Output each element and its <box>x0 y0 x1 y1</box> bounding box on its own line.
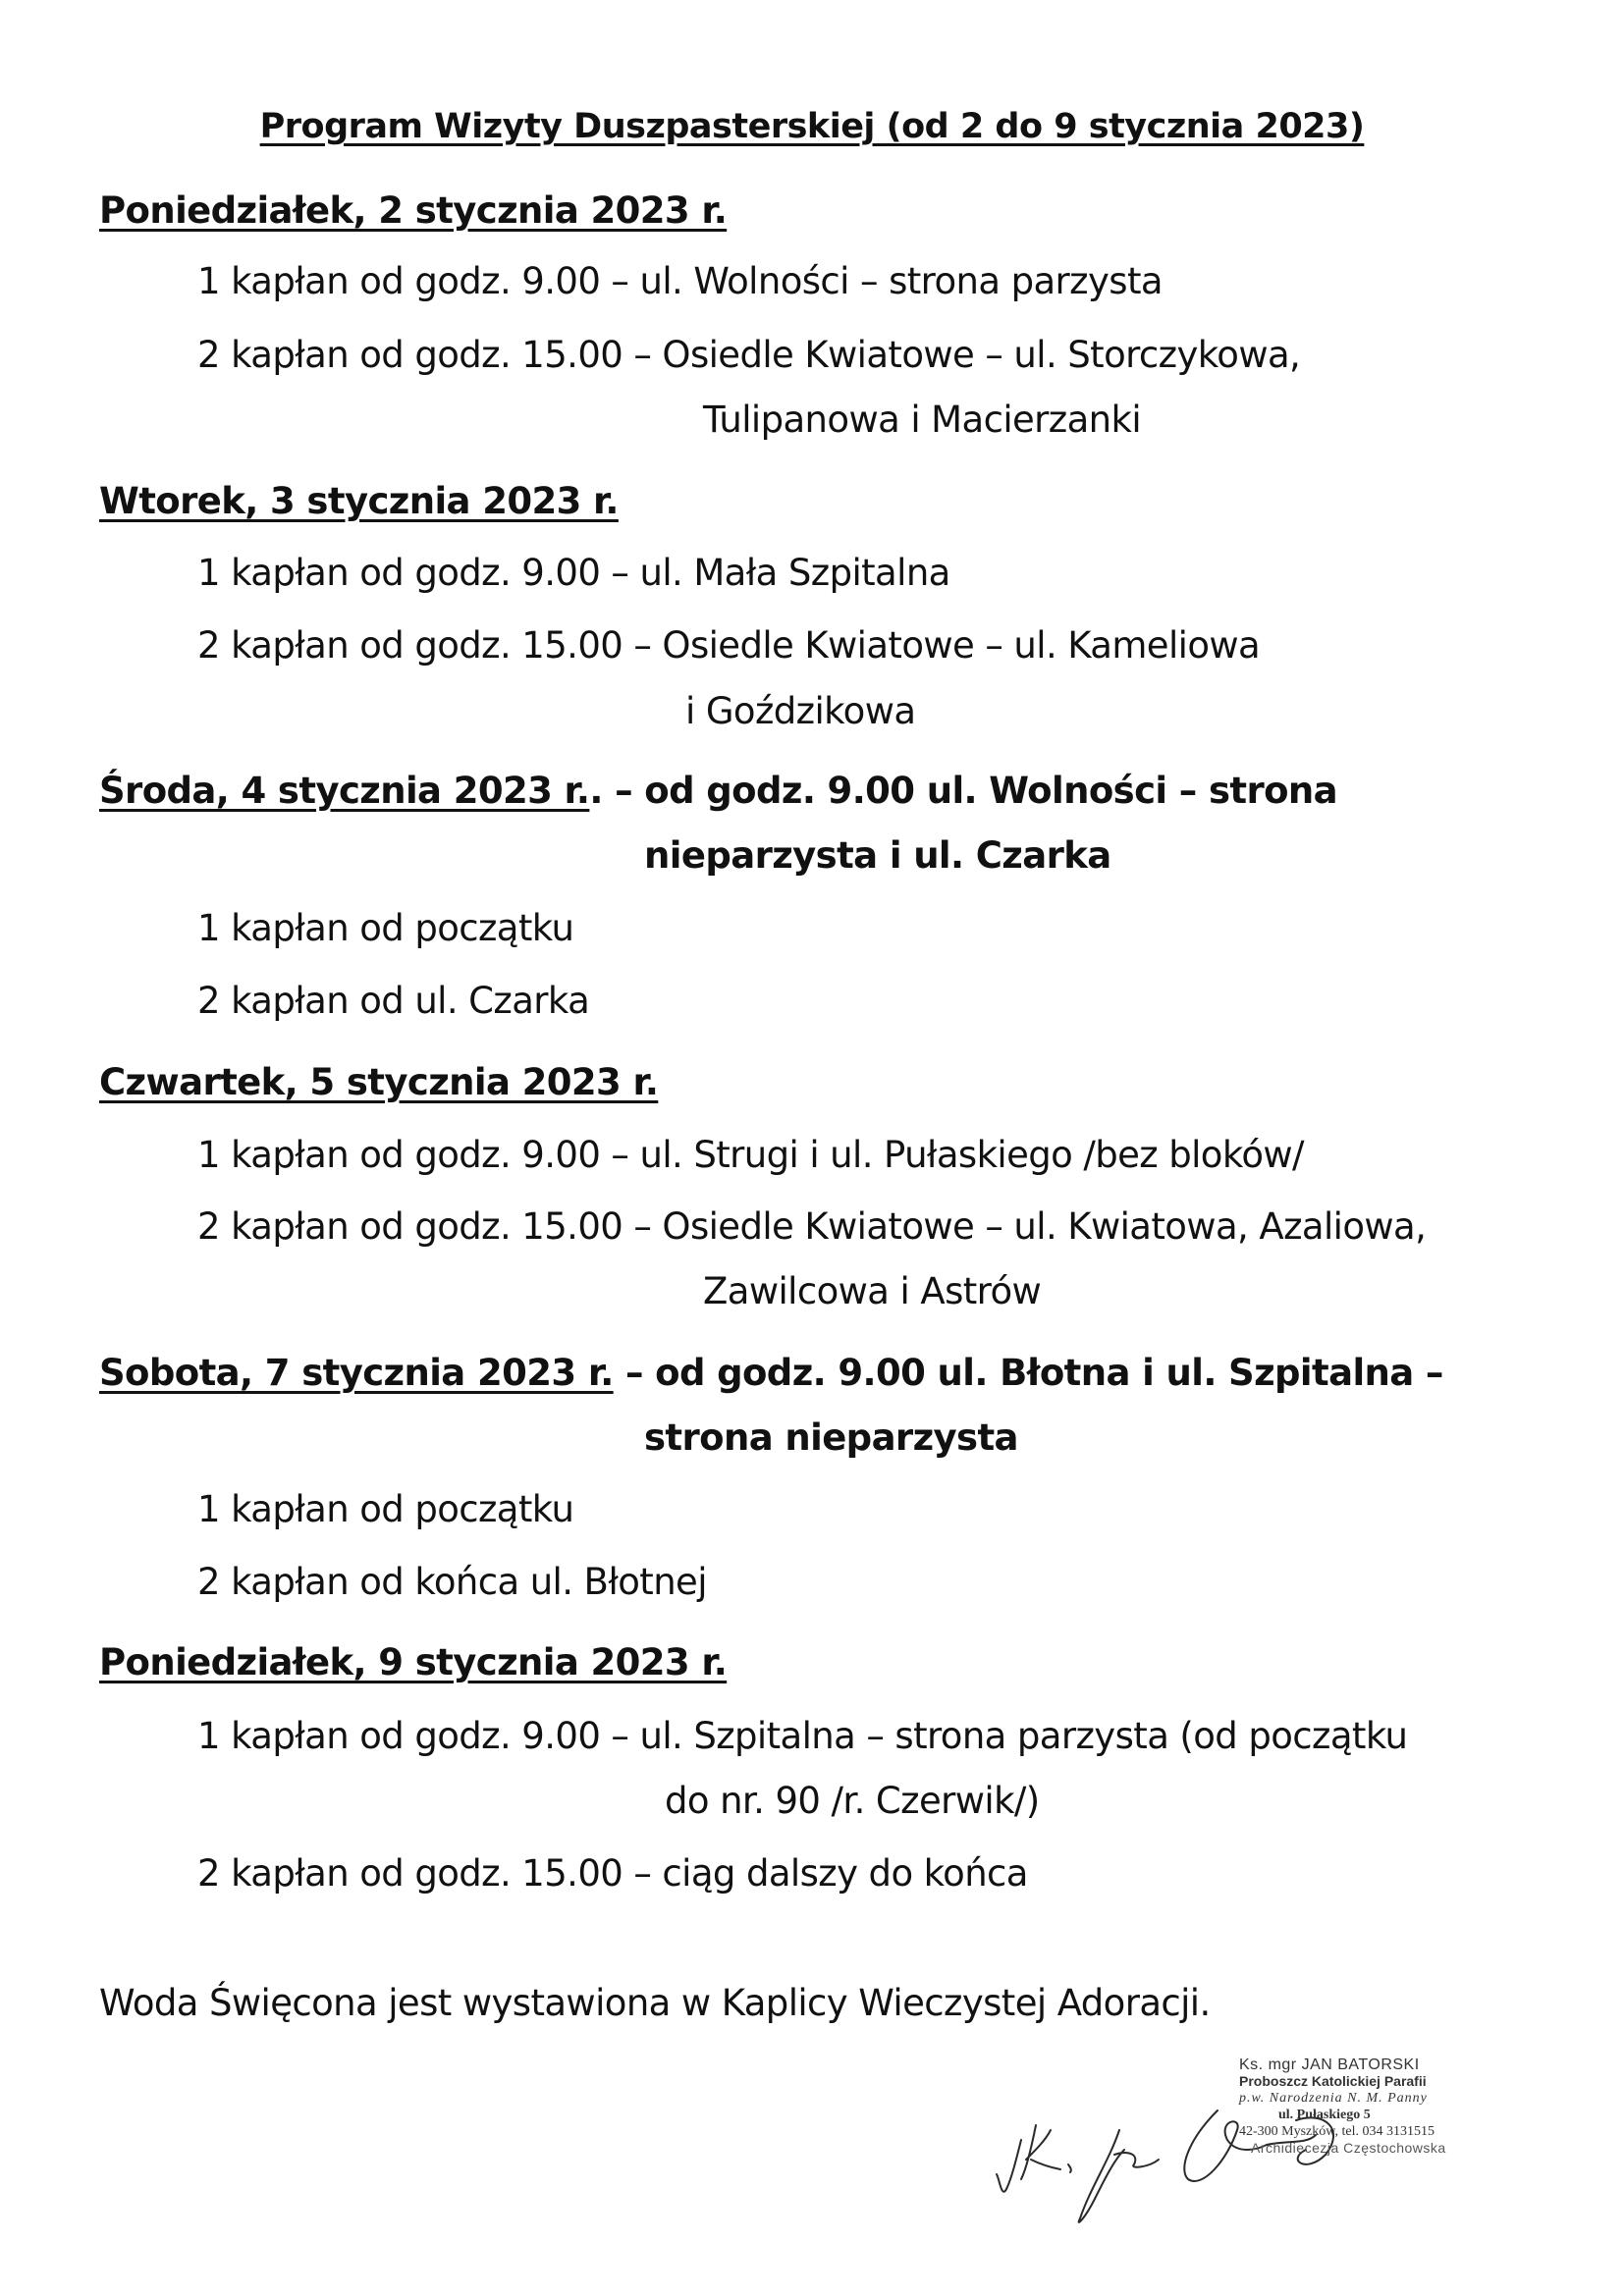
day-heading <box>99 1061 659 1103</box>
day-heading <box>99 480 619 522</box>
day-heading-text: Poniedziałek, 9 stycznia 2023 r. <box>99 1641 728 1683</box>
signature-stroke <box>997 2140 1021 2192</box>
day-heading-text: Czwartek, 5 stycznia 2023 r. <box>99 1061 659 1103</box>
stamp-line: Ks. mgr JAN BATORSKI <box>1239 2056 1420 2073</box>
schedule-line: 2 kapłan od godz. 15.00 – Osiedle Kwiatowe – ul. Kameliowa <box>197 624 1261 667</box>
day-heading-text: Wtorek, 3 stycznia 2023 r. <box>99 480 619 522</box>
stamp-line: Proboszcz Katolickiej Parafii <box>1239 2073 1427 2089</box>
parish-stamp <box>1239 2056 1446 2157</box>
schedule-line: 2 kapłan od godz. 15.00 – Osiedle Kwiatowe – ul. Storczykowa, <box>197 334 1301 376</box>
day-heading-suffix: . – od godz. 9.00 ul. Wolności – strona <box>589 770 1338 812</box>
day-heading-suffix: – od godz. 9.00 ul. Błotna i ul. Szpitalna – <box>613 1352 1443 1394</box>
day-heading <box>99 770 1338 812</box>
schedule-line-continuation: i Goździkowa <box>685 690 916 732</box>
day-heading <box>99 1352 1443 1394</box>
stamp-line: Archidiecezja Częstochowska <box>1251 2140 1446 2156</box>
schedule-line: 1 kapłan od godz. 9.00 – ul. Szpitalna – strona parzysta (od początku <box>197 1715 1408 1757</box>
document-title-text: Program Wizyty Duszpasterskiej (od 2 do 9 stycznia 2023) <box>259 107 1365 146</box>
day-heading-text: Poniedziałek, 2 stycznia 2023 r. <box>99 189 728 232</box>
schedule-line: 2 kapłan od godz. 15.00 – ciąg dalszy do końca <box>197 1852 1028 1895</box>
signature-stroke <box>1079 2130 1159 2222</box>
stamp-line: ul. Pułaskiego 5 <box>1278 2108 1371 2122</box>
schedule-line: 1 kapłan od godz. 9.00 – ul. Strugi i ul. Pułaskiego /bez bloków/ <box>197 1134 1304 1176</box>
schedule-line: 1 kapłan od początku <box>197 907 574 949</box>
schedule-line: 1 kapłan od godz. 9.00 – ul. Mała Szpitalna <box>197 552 950 594</box>
day-heading-text: Sobota, 7 stycznia 2023 r. <box>99 1352 614 1394</box>
day-heading-text: Środa, 4 stycznia 2023 r. <box>99 770 590 812</box>
schedule-line-continuation: Tulipanowa i Macierzanki <box>703 399 1142 441</box>
holy-water-note: Woda Święcona jest wystawiona w Kaplicy Wieczystej Adoracji. <box>99 1982 1211 2024</box>
schedule-line-continuation: do nr. 90 /r. Czerwik/) <box>665 1780 1040 1822</box>
document-title <box>0 107 1624 146</box>
schedule-line: 2 kapłan od końca ul. Błotnej <box>197 1561 707 1603</box>
day-heading-continuation: strona nieparzysta <box>644 1416 1018 1459</box>
schedule-line: 1 kapłan od początku <box>197 1488 574 1530</box>
signature-stroke <box>1021 2125 1060 2179</box>
day-heading <box>99 189 728 232</box>
day-heading <box>99 1641 728 1683</box>
schedule-line: 2 kapłan od ul. Czarka <box>197 980 590 1022</box>
schedule-line-continuation: Zawilcowa i Astrów <box>703 1270 1042 1312</box>
schedule-line: 2 kapłan od godz. 15.00 – Osiedle Kwiatowe – ul. Kwiatowa, Azaliowa, <box>197 1205 1427 1248</box>
stamp-line: p.w. Narodzenia N. M. Panny <box>1239 2091 1428 2106</box>
schedule-line: 1 kapłan od godz. 9.00 – ul. Wolności – strona parzysta <box>197 260 1163 302</box>
signature-stroke <box>1068 2164 1071 2172</box>
stamp-line: 42-300 Myszków, tel. 034 3131515 <box>1239 2124 1435 2139</box>
day-heading-continuation: nieparzysta i ul. Czarka <box>644 834 1111 877</box>
